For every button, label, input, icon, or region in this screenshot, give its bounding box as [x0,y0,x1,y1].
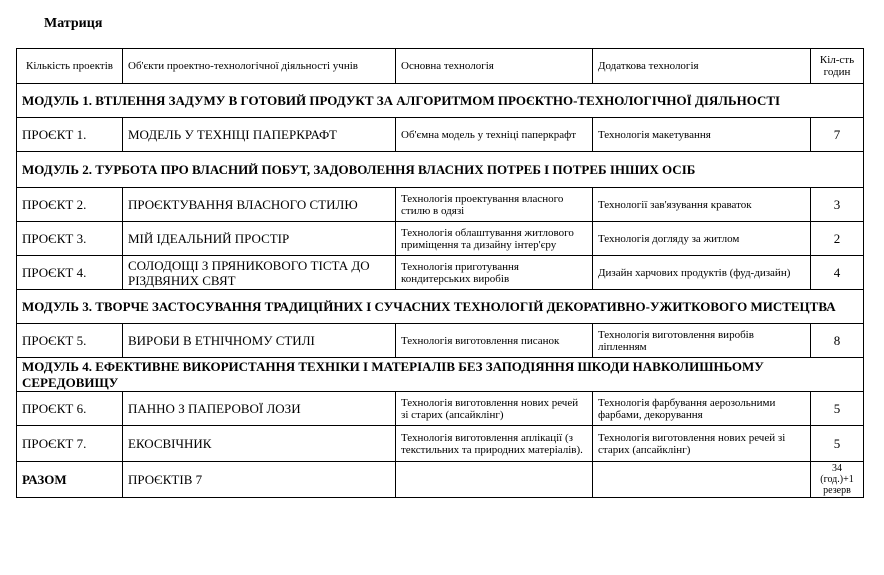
module-row [17,152,864,188]
project-main-tech: Технологія проектування власного стилю в одязі [396,188,593,222]
project-hours: 3 [811,188,864,222]
project-hours: 7 [811,118,864,152]
project-main-tech: Технологія виготовлення нових речей зі старих (апсайклінг) [396,392,593,426]
project-extra-tech: Технологія виготовлення нових речей зі старих (апсайклінг) [593,426,811,462]
project-name: ПРОЄКТ 1. [17,118,123,152]
project-object: ПРОЄКТУВАННЯ ВЛАСНОГО СТИЛЮ [123,188,396,222]
project-extra-tech: Технології зав'язування краваток [593,188,811,222]
project-extra-tech: Дизайн харчових продуктів (фуд-дизайн) [593,256,811,290]
project-main-tech: Технологія облаштування житлового приміщення та дизайну інтер'єру [396,222,593,256]
total-empty-extra [593,462,811,498]
total-label: РАЗОМ [17,462,123,498]
module-row [17,358,864,392]
total-row [17,462,864,498]
module-row [17,84,864,118]
header-row [17,49,864,84]
project-object: ВИРОБИ В ЕТНІЧНОМУ СТИЛІ [123,324,396,358]
project-main-tech: Технологія виготовлення аплікації (з текстильних та природних матеріалів). [396,426,593,462]
project-hours: 8 [811,324,864,358]
header-hours: Кіл-сть годин [811,49,864,84]
module-title: МОДУЛЬ 2. ТУРБОТА ПРО ВЛАСНИЙ ПОБУТ, ЗАДОВОЛЕННЯ ВЛАСНИХ ПОТРЕБ І ПОТРЕБ ІНШИХ ОСІБ [17,152,864,188]
project-name: ПРОЄКТ 4. [17,256,123,290]
module-title: МОДУЛЬ 1. ВТІЛЕННЯ ЗАДУМУ В ГОТОВИЙ ПРОДУКТ ЗА АЛГОРИТМОМ ПРОЄКТНО-ТЕХНОЛОГІЧНОЇ ДІЯЛЬНОСТІ [17,84,864,118]
project-main-tech: Технологія приготування кондитерських виробів [396,256,593,290]
matrix-table [16,48,864,498]
header-main-tech: Основна технологія [396,49,593,84]
project-hours: 4 [811,256,864,290]
project-row [17,118,864,152]
header-count: Кількість проектів [17,49,123,84]
project-name: ПРОЄКТ 7. [17,426,123,462]
project-hours: 5 [811,392,864,426]
module-row [17,290,864,324]
project-hours: 5 [811,426,864,462]
project-extra-tech: Технологія макетування [593,118,811,152]
project-object: МІЙ ІДЕАЛЬНИЙ ПРОСТІР [123,222,396,256]
project-extra-tech: Технологія догляду за житлом [593,222,811,256]
project-extra-tech: Технологія фарбування аерозольними фарбами, декорування [593,392,811,426]
document-title: Матриця [44,16,103,31]
project-main-tech: Технологія виготовлення писанок [396,324,593,358]
total-hours: 34 (год.)+1 резерв [811,462,864,498]
total-empty-main [396,462,593,498]
project-row [17,256,864,290]
project-object: ПАННО З ПАПЕРОВОЇ ЛОЗИ [123,392,396,426]
project-row [17,426,864,462]
header-objects: Об'єкти проектно-технологічної діяльності учнів [123,49,396,84]
project-name: ПРОЄКТ 6. [17,392,123,426]
project-row [17,392,864,426]
project-object: ЕКОСВІЧНИК [123,426,396,462]
project-name: ПРОЄКТ 5. [17,324,123,358]
header-extra-tech: Додаткова технологія [593,49,811,84]
project-hours: 2 [811,222,864,256]
project-name: ПРОЄКТ 3. [17,222,123,256]
total-projects: ПРОЄКТІВ 7 [123,462,396,498]
project-row [17,188,864,222]
project-object: СОЛОДОЩІ З ПРЯНИКОВОГО ТІСТА ДО РІЗДВЯНИХ СВЯТ [123,256,396,290]
module-title: МОДУЛЬ 3. ТВОРЧЕ ЗАСТОСУВАННЯ ТРАДИЦІЙНИХ І СУЧАСНИХ ТЕХНОЛОГІЙ ДЕКОРАТИВНО-УЖИТКОВОГО МИСТЕЦТВА [17,290,864,324]
project-main-tech: Об'ємна модель у техніці паперкрафт [396,118,593,152]
project-row [17,324,864,358]
project-extra-tech: Технологія виготовлення виробів ліпленням [593,324,811,358]
module-title: МОДУЛЬ 4. ЕФЕКТИВНЕ ВИКОРИСТАННЯ ТЕХНІКИ І МАТЕРІАЛІВ БЕЗ ЗАПОДІЯННЯ ШКОДИ НАВКОЛИШНЬОМУ СЕРЕДОВИЩУ [17,358,864,392]
project-name: ПРОЄКТ 2. [17,188,123,222]
project-object: МОДЕЛЬ У ТЕХНІЦІ ПАПЕРКРАФТ [123,118,396,152]
project-row [17,222,864,256]
